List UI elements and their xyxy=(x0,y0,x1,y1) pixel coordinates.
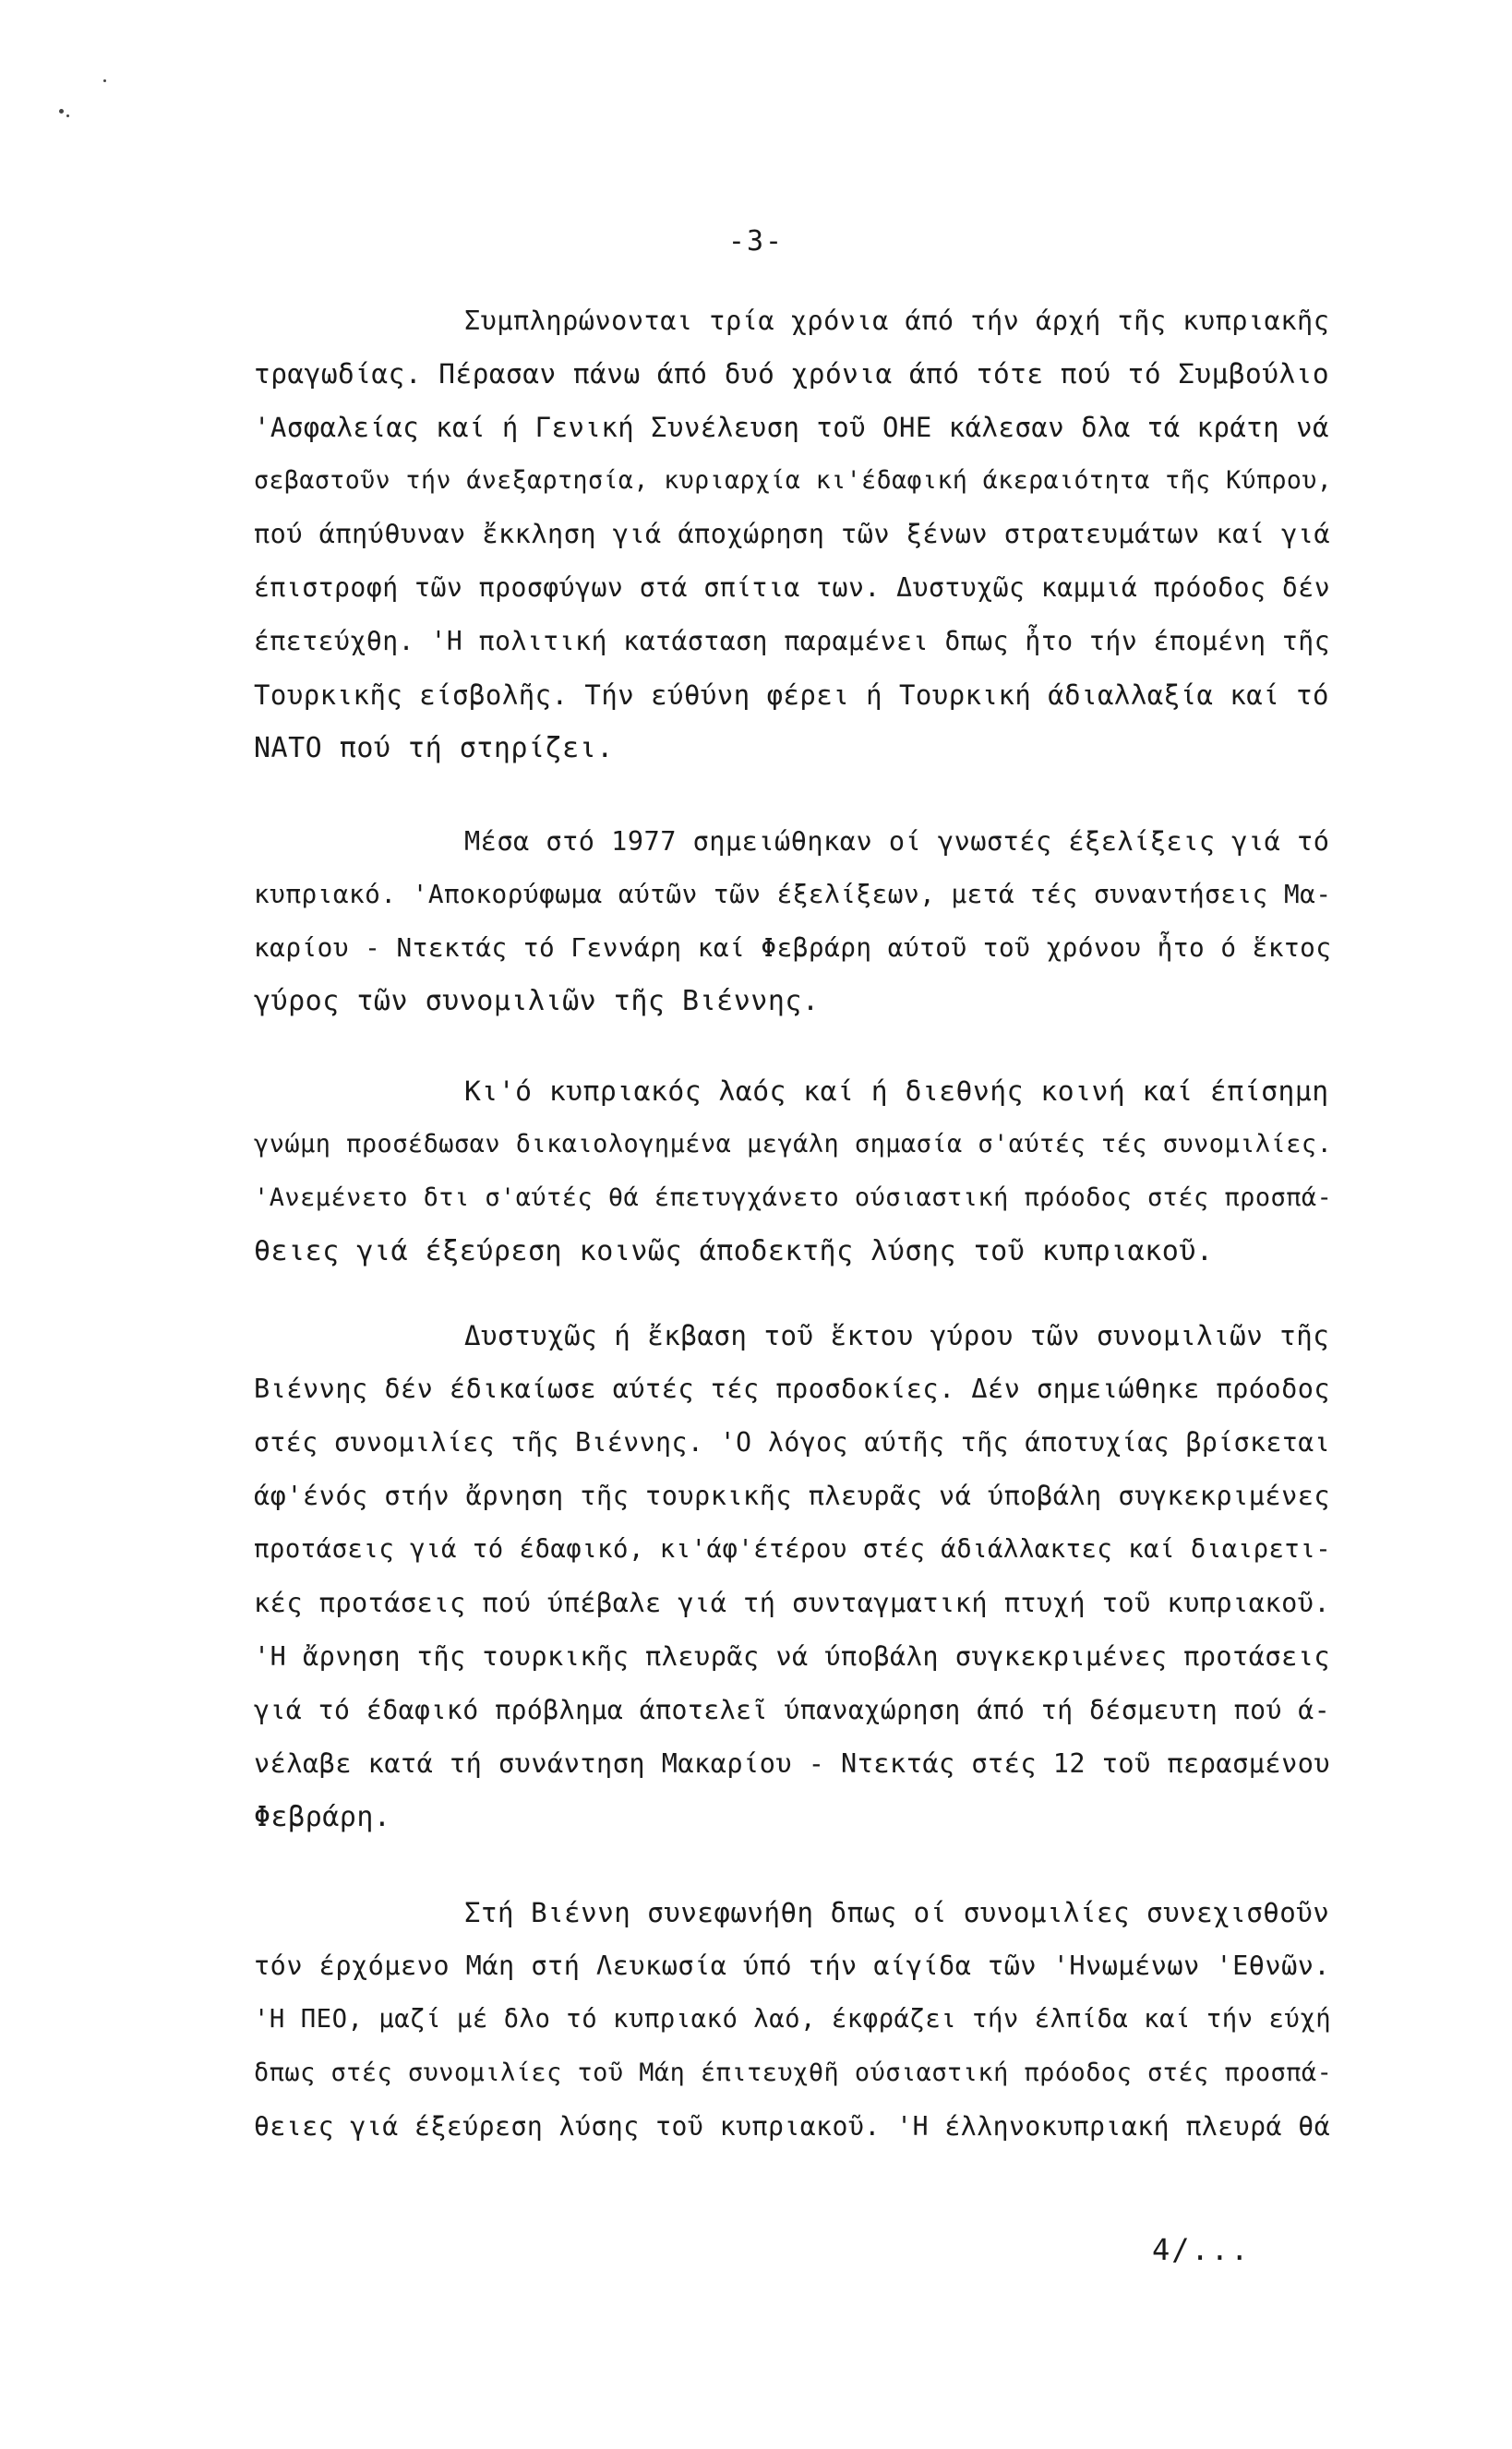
text-line: γύρος τῶν συνομιλιῶν τῆς Βιέννης. xyxy=(254,985,820,1017)
text-line: κυπριακό. 'Αποκορύφωμα αύτῶν τῶν έξελίξεων, μετά τές συναντήσεις Μα- xyxy=(254,879,1332,909)
text-line: Συμπληρώνονται τρία χρόνια άπό τήν άρχή τῆς κυπριακῆς xyxy=(464,305,1330,336)
paragraph xyxy=(254,814,1332,1028)
text-line: γιά τό έδαφικό πρόβλημα άποτελεῖ ύπαναχώρηση άπό τή δέσμευτη πού ά- xyxy=(254,1695,1331,1725)
text-line: 'Η ΠΕΟ, μαζί μέ δλο τό κυπριακό λαό, έκφράζει τήν έλπίδα καί τήν εύχή xyxy=(254,2005,1332,2034)
text-line: Δυστυχῶς ή ἔκβαση τοῦ ἕκτου γύρου τῶν συνομιλιῶν τῆς xyxy=(464,1320,1330,1351)
text-line: έπιστροφή τῶν προσφύγων στά σπίτια των. Δυστυχῶς καμμιά πρόοδος δέν xyxy=(254,572,1331,603)
page-number: -3- xyxy=(727,225,785,258)
text-line: νέλαβε κατά τή συνάντηση Μακαρίου - Ντεκτάς στές 12 τοῦ περασμένου xyxy=(254,1748,1331,1779)
text-line: πού άπηύθυναν ἔκκληση γιά άποχώρηση τῶν ξένων στρατευμάτων καί γιά xyxy=(254,519,1331,549)
text-line: 'Η ἄρνηση τῆς τουρκικῆς πλευρᾶς νά ύποβάλη συγκεκριμένες προτάσεις xyxy=(254,1641,1331,1672)
text-line: τραγωδίας. Πέρασαν πάνω άπό δυό χρόνια άπό τότε πού τό Συμβούλιο xyxy=(254,358,1330,390)
text-line: θειες γιά έξεύρεση κοινῶς άποδεκτῆς λύσης τοῦ κυπριακοῦ. xyxy=(254,1235,1214,1267)
text-line: Βιέννης δέν έδικαίωσε αύτές τές προσδοκίες. Δέν σημειώθηκε πρόοδος xyxy=(254,1374,1331,1404)
text-line: τόν έρχόμενο Μάη στή Λευκωσία ύπό τήν αίγίδα τῶν 'Ηνωμένων 'Εθνῶν. xyxy=(254,1951,1331,1981)
text-line: άφ'ένός στήν ἄρνηση τῆς τουρκικῆς πλευρᾶς νά ύποβάλη συγκεκριμένες xyxy=(254,1481,1331,1511)
scan-speck xyxy=(103,79,106,82)
paragraph xyxy=(254,1886,1333,2154)
text-line: στές συνομιλίες τῆς Βιέννης. 'Ο λόγος αύτῆς τῆς άποτυχίας βρίσκεται xyxy=(254,1427,1331,1458)
paragraph xyxy=(254,1064,1333,1279)
text-line: σεβαστοῦν τήν άνεξαρτησία, κυριαρχία κι'έδαφική άκεραιότητα τῆς Κύπρου, xyxy=(254,466,1333,495)
scan-speck xyxy=(66,114,69,117)
scan-speck xyxy=(59,109,64,114)
text-line: γνώμη προσέδωσαν δικαιολογημένα μεγάλη σημασία σ'αύτές τές συνομιλίες. xyxy=(254,1130,1333,1158)
text-line: προτάσεις γιά τό έδαφικό, κι'άφ'έτέρου στές άδιάλλακτες καί διαιρετι- xyxy=(254,1535,1332,1564)
text-line: θειες γιά έξεύρεση λύσης τοῦ κυπριακοῦ. 'Η έλληνοκυπριακή πλευρά θά xyxy=(254,2111,1331,2142)
text-line: Στή Βιέννη συνεφωνήθη δπως οί συνομιλίες συνεχισθοῦν xyxy=(464,1897,1330,1928)
text-line: Τουρκικῆς είσβολῆς. Τήν εύθύνη φέρει ή Τουρκική άδιαλλαξία καί τό xyxy=(254,679,1329,711)
text-line: δπως στές συνομιλίες τοῦ Μάη έπιτευχθῆ ούσιαστική πρόοδος στές προσπά- xyxy=(254,2059,1333,2087)
paragraph xyxy=(254,294,1333,775)
text-line: Κι'ό κυπριακός λαός καί ή διεθνής κοινή καί έπίσημη xyxy=(464,1074,1329,1107)
text-line: Φεβράρη. xyxy=(254,1801,391,1833)
text-line: Μέσα στό 1977 σημειώθηκαν οί γνωστές έξελίξεις γιά τό xyxy=(464,825,1330,857)
text-line: καρίου - Ντεκτάς τό Γεννάρη καί Φεβράρη αύτοῦ τοῦ χρόνου ἦτο ό ἕκτος xyxy=(254,932,1332,963)
text-line: έπετεύχθη. 'Η πολιτική κατάσταση παραμένει δπως ἦτο τήν έπομένη τῆς xyxy=(254,626,1331,656)
paragraph xyxy=(254,1309,1332,1844)
continuation-marker: 4/... xyxy=(1152,2232,1251,2267)
text-line: 'Ανεμένετο δτι σ'αύτές θά έπετυγχάνετο ούσιαστική πρόοδος στές προσπά- xyxy=(254,1183,1333,1212)
text-line: ΝΑΤΟ πού τή στηρίζει. xyxy=(254,732,614,764)
text-line: κές προτάσεις πού ύπέβαλε γιά τή συνταγματική πτυχή τοῦ κυπριακοῦ. xyxy=(254,1588,1331,1618)
text-line: 'Ασφαλείας καί ή Γενική Συνέλευση τοῦ ΟΗΕ κάλεσαν δλα τά κράτη νά xyxy=(254,412,1329,443)
